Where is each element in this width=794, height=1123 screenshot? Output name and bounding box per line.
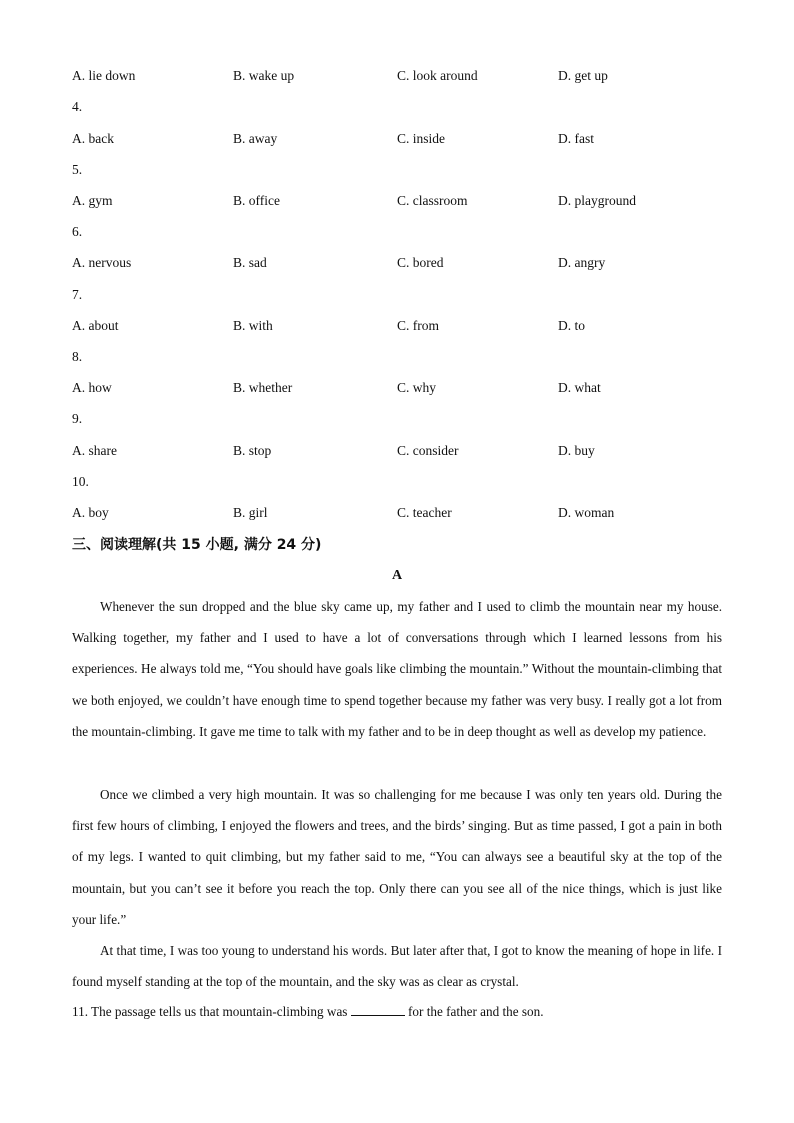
options-row-9 [72,441,732,461]
option-c: C. consider [397,443,459,458]
option-a: A. lie down [72,68,136,83]
question-number: 7. [72,287,83,302]
option-d: D. get up [558,68,608,83]
option-a: A. back [72,131,114,146]
option-b: B. girl [233,505,268,520]
option-c: C. inside [397,131,446,146]
option-c: C. classroom [397,193,468,208]
option-d: D. buy [558,443,595,458]
option-b: B. with [233,318,273,333]
question-11 [72,1002,544,1022]
options-row-3 [72,66,732,86]
option-d: D. playground [558,193,636,208]
options-row-10 [72,503,732,523]
question-number: 8. [72,349,83,364]
passage-paragraph-3: At that time, I was too young to understand his words. But later after that, I got to know the meaning of hope in life. I found myself standing at the top of the mountain, and the sky was as clear as crystal. [72,943,722,990]
option-c: C. why [397,380,437,395]
option-b: B. office [233,193,280,208]
question-number: 10. [72,474,89,489]
option-b: B. whether [233,380,293,395]
option-a: A. how [72,380,112,395]
option-c: C. look around [397,68,478,83]
option-d: D. woman [558,505,615,520]
option-a: A. about [72,318,119,333]
options-row-4 [72,129,732,149]
options-row-5 [72,191,732,211]
option-c: C. from [397,318,439,333]
option-d: D. angry [558,255,606,270]
option-d: D. to [558,318,585,333]
question-number: 9. [72,411,83,426]
option-b: B. stop [233,443,272,458]
passage-title: A [391,568,403,583]
option-b: B. wake up [233,68,295,83]
option-d: D. fast [558,131,594,146]
option-b: B. away [233,131,278,146]
option-a: A. boy [72,505,109,520]
option-a: A. gym [72,193,113,208]
question-11-tail: for the father and the son. [408,1004,544,1019]
option-b: B. sad [233,255,267,270]
question-number: 6. [72,224,83,239]
question-11-stem: 11. The passage tells us that mountain-climbing was [72,1004,348,1019]
option-a: A. share [72,443,117,458]
section-heading: 三、阅读理解(共 15 小题, 满分 24 分) [72,537,322,553]
options-row-7 [72,316,732,336]
option-c: C. teacher [397,505,452,520]
option-d: D. what [558,380,601,395]
question-number: 5. [72,162,83,177]
passage-paragraph-2: Once we climbed a very high mountain. It was so challenging for me because I was only ten years old. During the first few hours of climbing, I enjoyed the flowers and trees, and the birds’ singing. But as time passed, I got a pain in both of my legs. I wanted to quit climbing, but my father said to me, “You can always see a beautiful sky at the top of the mountain, but you can’t see it before you reach the top. Only there can you see all of the nice things, which is just like your life.” [72,787,722,927]
option-a: A. nervous [72,255,132,270]
options-row-8 [72,378,732,398]
question-number: 4. [72,99,83,114]
answer-blank [351,1003,405,1016]
option-c: C. bored [397,255,444,270]
passage-paragraph-1: Whenever the sun dropped and the blue sky came up, my father and I used to climb the mountain near my house. Walking together, my father and I used to have a lot of conversations through which I learned lessons from his experiences. He always told me, “You should have goals like climbing the mountain.” Without the mountain-climbing that we both enjoyed, we couldn’t have enough time to spend together because my father was very busy. I really got a lot from the mountain-climbing. It gave me time to talk with my father and to be in deep thought as well as develop my patience. [72,599,722,739]
options-row-6 [72,253,732,273]
